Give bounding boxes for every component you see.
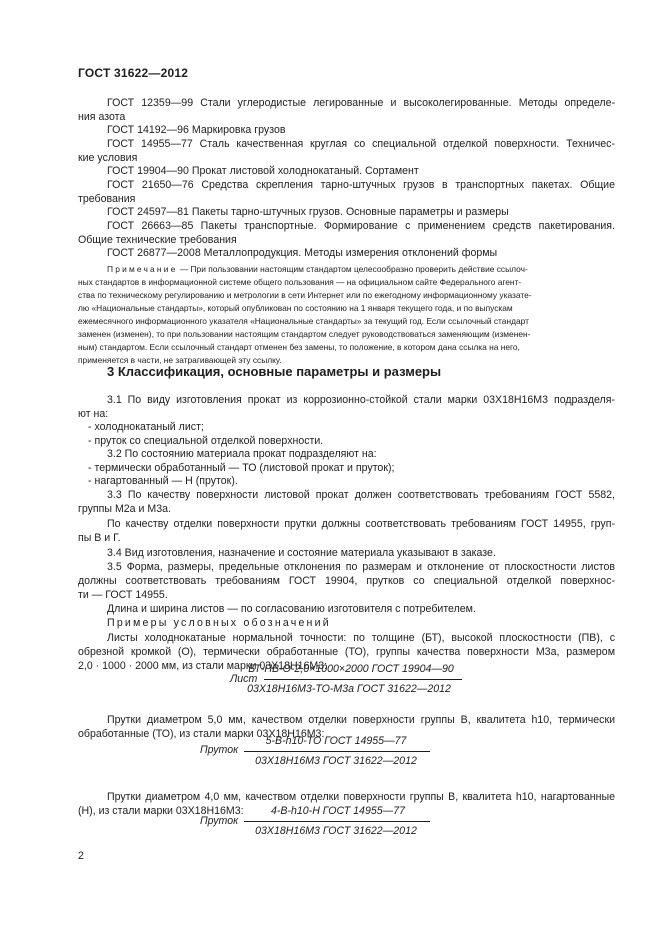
formula-numerator: 5-В-h10-ТО ГОСТ 14955—77 <box>265 735 407 747</box>
paragraph-line: Прутки диаметром 5,0 мм, качеством отделки поверхности группы В, квалитета h10, термически <box>107 714 615 726</box>
formula-denominator: 03Х18Н16М3 ГОСТ 31622—2012 <box>255 825 417 837</box>
formula-label: Лист <box>230 673 258 685</box>
reference-line: ГОСТ 24597—81 Пакеты тарно-штучных грузов. Основные параметры и размеры <box>107 206 509 218</box>
fraction-bar <box>244 821 430 822</box>
reference-line: требования <box>78 193 136 205</box>
paragraph-line: (Н), из стали марки 03Х18Н16М3: <box>78 805 244 817</box>
paragraph-line: ти — ГОСТ 14955. <box>78 589 168 601</box>
paragraph-line: 3.2 По состоянию материала прокат подразделяют на: <box>107 448 377 460</box>
paragraph-line: 3.1 По виду изготовления прокат из коррозионно-стойкой стали марки 03Х18Н16М3 подразделя- <box>107 394 615 406</box>
note-line: ежемесячного информационного указателя «Национальные стандарты» за текущий год. Если ссылочный стандарт <box>78 316 529 326</box>
examples-heading: Примеры условных обозначений <box>107 617 331 629</box>
list-item: - нагартованный — Н (пруток). <box>88 475 238 487</box>
paragraph-line: должны соответствовать требованиям ГОСТ 19904, прутков со специальной отделкой поверхнос- <box>78 575 615 587</box>
note-line: ства по техническому регулированию и метрологии в сети Интернет или по ежегодному информационному указате- <box>78 290 532 300</box>
reference-line: ГОСТ 14955—77 Сталь качественная круглая со специальной отделкой поверхности. Техничес- <box>107 138 615 150</box>
paragraph-line: пы В и Г. <box>78 532 121 544</box>
list-item: - термически обработанный — ТО (листовой прокат и пруток); <box>88 462 395 474</box>
note-line: ных стандартов в информационной системе общего пользования — на официальном сайте Федерального агент- <box>78 277 522 287</box>
formula-denominator: 03Х18Н16М3-ТО-М3а ГОСТ 31622—2012 <box>247 683 451 695</box>
reference-line: ГОСТ 21650—76 Средства скрепления тарно-штучных грузов в транспортных пакетах. Общие <box>107 179 615 191</box>
reference-line: ГОСТ 19904—90 Прокат листовой холоднокатаный. Сортамент <box>107 165 419 177</box>
formula-label: Пруток <box>200 815 239 827</box>
formula-label: Пруток <box>200 744 239 756</box>
note-line: лю «Национальные стандарты», который опубликован по состоянию на 1 января текущего года, и по выпускам <box>78 303 513 313</box>
paragraph-line: обрезной кромкой (О), термически обработанные (ТО), группы качества поверхности М3а, размером <box>78 646 615 658</box>
note-line: заменен (изменен), то при пользовании настоящим стандартом следует руководствоваться заменяющим (изменен- <box>78 329 531 339</box>
list-item: - пруток со специальной отделкой поверхности. <box>88 435 324 447</box>
formula-denominator: 03Х18Н16М3 ГОСТ 31622—2012 <box>255 755 417 767</box>
paragraph-line: 2,0 · 1000 · 2000 мм, из стали марки 03Х18Н16М3: <box>78 660 328 672</box>
paragraph-line: 3.5 Форма, размеры, предельные отклонения по размерам и отклонение от плоскостности листов <box>107 561 615 573</box>
section-heading: 3 Классификация, основные параметры и размеры <box>107 364 442 379</box>
reference-line: ГОСТ 26663—85 Пакеты транспортные. Формирование с применением средств пакетирования. <box>107 220 615 232</box>
fraction-bar <box>264 679 462 680</box>
page-header: ГОСТ 31622—2012 <box>78 66 189 80</box>
paragraph-line: ют на: <box>78 408 109 420</box>
formula-numerator: 4-В-h10-Н ГОСТ 14955—77 <box>270 805 405 817</box>
page-number: 2 <box>78 850 84 862</box>
paragraph-line: Длина и ширина листов — по согласованию изготовителя с потребителем. <box>107 603 476 615</box>
list-item: - холоднокатаный лист; <box>88 421 204 433</box>
reference-line: кие условия <box>78 152 138 164</box>
note-label: Примечание <box>107 264 178 274</box>
note-first-line <box>107 263 528 275</box>
reference-line: ГОСТ 12359—99 Стали углеродистые легированные и высоколегированные. Методы определе- <box>107 97 615 109</box>
reference-line: ГОСТ 14192—96 Маркировка грузов <box>107 124 286 136</box>
paragraph-line: По качеству отделки поверхности прутки должны соответствовать требованиям ГОСТ 14955, груп- <box>107 518 615 530</box>
paragraph-line: Листы холоднокатаные нормальной точности: по толщине (БТ), высокой плоскостности (ПВ), с <box>107 632 615 644</box>
reference-line: Общие технические требования <box>78 234 237 246</box>
fraction-bar <box>244 751 430 752</box>
paragraph-line: Прутки диаметром 4,0 мм, качеством отделки поверхности группы В, квалитета h10, нагартованные <box>107 791 615 803</box>
paragraph-line: 3.3 По качеству поверхности листовой прокат должен соответствовать требованиям ГОСТ 5582, <box>107 489 615 501</box>
formula-numerator: БТ-ПВ-О-2,0×1000×2000 ГОСТ 19904—90 <box>248 663 454 675</box>
paragraph-line: обработанные (ТО), из стали марки 03Х18Н16М3: <box>78 728 325 740</box>
reference-line: ния азота <box>78 111 126 123</box>
paragraph-line: группы М2а и М3а. <box>78 503 171 515</box>
note-line: — При пользовании настоящим стандартом целесообразно проверить действие ссылоч- <box>179 264 528 274</box>
reference-line: ГОСТ 26877—2008 Металлопродукция. Методы измерения отклонений формы <box>107 247 498 259</box>
note-line: ным) стандартом. Если ссылочный стандарт отменен без замены, то положение, в котором дана ссылка на него, <box>78 342 520 352</box>
paragraph-line: 3.4 Вид изготовления, назначение и состояние материала указывают в заказе. <box>107 547 496 559</box>
note-line: применяется в части, не затрагивающей эту ссылку. <box>78 355 282 365</box>
